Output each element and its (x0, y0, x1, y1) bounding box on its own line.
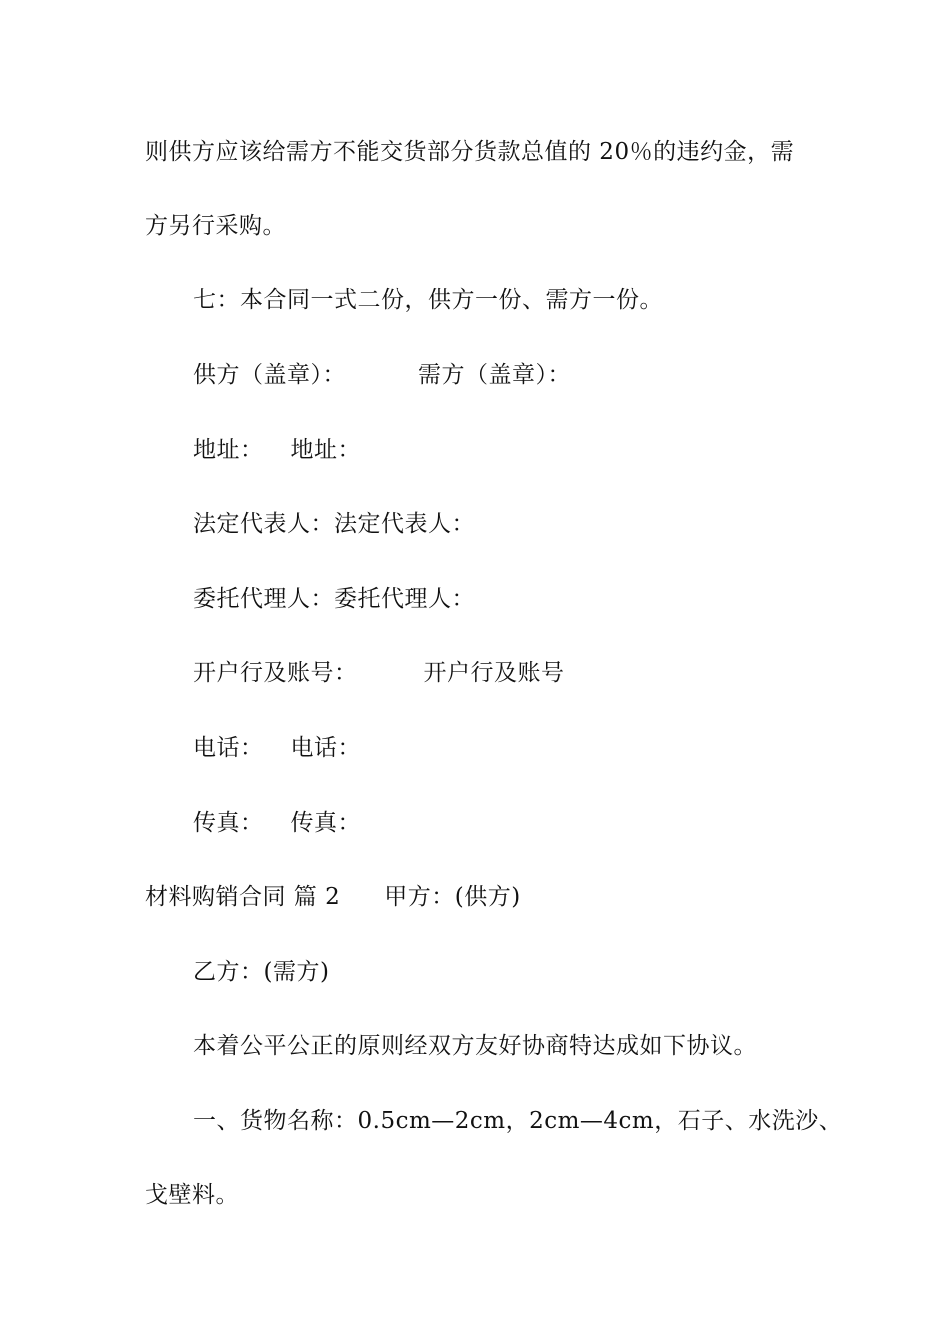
contract-title: 材料购销合同 篇 2 (145, 884, 341, 910)
supplier-seal-label: 供方（盖章）： (193, 362, 346, 388)
buyer-fax-label: 传真： (290, 810, 361, 836)
supplier-phone-label: 电话： (193, 735, 264, 761)
party-a-label: 甲方：(供方) (384, 884, 521, 910)
address-row (193, 430, 361, 470)
seal-row (193, 355, 571, 395)
contract-heading-row (145, 877, 521, 917)
clause-seven: 七：本合同一式二份，供方一份、需方一份。 (193, 287, 663, 313)
supplier-bank-label: 开户行及账号： (193, 660, 358, 686)
supplier-address-label: 地址： (193, 437, 264, 463)
supplier-fax-label: 传真： (193, 810, 264, 836)
agreement-intro: 本着公平公正的原则经双方友好协商特达成如下协议。 (193, 1033, 757, 1059)
phone-row (193, 728, 361, 768)
legal-representative-row: 法定代表人：法定代表人： (193, 511, 475, 537)
buyer-seal-label: 需方（盖章）： (418, 362, 571, 388)
paragraph-penalty-line-1: 则供方应该给需方不能交货部分货款总值的 20％的违约金，需 (145, 139, 795, 165)
party-b-label: 乙方：(需方) (193, 959, 330, 985)
goods-name-line-1: 一、货物名称：0.5cm—2cm，2cm—4cm，石子、水洗沙、 (193, 1108, 843, 1134)
authorized-agent-row: 委托代理人：委托代理人： (193, 586, 475, 612)
buyer-address-label: 地址： (290, 437, 361, 463)
buyer-phone-label: 电话： (290, 735, 361, 761)
bank-account-row (193, 653, 565, 693)
fax-row (193, 803, 361, 843)
paragraph-penalty-line-2: 方另行采购。 (145, 213, 286, 239)
buyer-bank-label: 开户行及账号 (423, 660, 565, 686)
goods-name-line-2: 戈壁料。 (145, 1182, 239, 1208)
